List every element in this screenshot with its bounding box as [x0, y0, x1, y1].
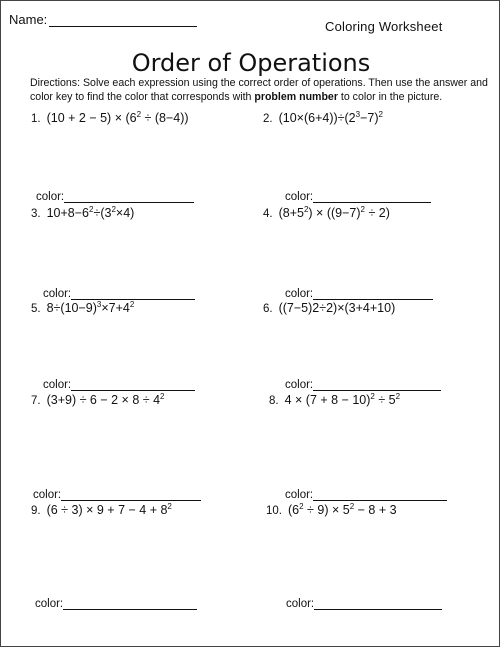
- exponent: 2: [111, 204, 116, 214]
- color-blank-line[interactable]: [64, 192, 194, 203]
- color-answer-3[interactable]: [43, 288, 195, 300]
- color-blank-line[interactable]: [71, 289, 195, 300]
- expression-text: (6: [288, 503, 300, 517]
- problem-expression: [47, 301, 135, 315]
- name-blank-line[interactable]: [49, 14, 197, 27]
- color-answer-8[interactable]: [285, 489, 447, 501]
- exponent: 2: [349, 501, 355, 511]
- expression-text: − 8 + 3: [354, 503, 397, 517]
- exponent: 2: [303, 204, 309, 214]
- exponent: 2: [370, 391, 375, 401]
- directions-emphasis: problem number: [254, 91, 338, 103]
- problem-3: [31, 206, 134, 220]
- expression-text: 8÷(10−9): [46, 301, 97, 315]
- color-label: color:: [35, 598, 64, 610]
- color-blank-line[interactable]: [71, 380, 195, 391]
- color-answer-7[interactable]: [33, 489, 201, 501]
- problem-7: [31, 393, 165, 407]
- color-blank-line[interactable]: [63, 599, 197, 610]
- color-blank-line[interactable]: [61, 490, 201, 501]
- expression-text: (8+5: [278, 206, 304, 220]
- problem-9: [31, 503, 172, 517]
- exponent: 3: [355, 109, 361, 119]
- color-label: color:: [286, 598, 315, 610]
- problem-number: 8.: [269, 395, 279, 407]
- exponent: 2: [136, 109, 142, 119]
- problem-number: 9.: [31, 505, 41, 517]
- color-blank-line[interactable]: [314, 599, 442, 610]
- color-label: color:: [285, 489, 314, 501]
- color-answer-9[interactable]: [35, 598, 197, 610]
- problem-number: 6.: [263, 303, 273, 315]
- expression-text: ×4): [115, 206, 135, 220]
- color-blank-line[interactable]: [313, 380, 441, 391]
- exponent: 2: [129, 299, 135, 309]
- color-answer-5[interactable]: [43, 379, 195, 391]
- expression-text: ÷ 9) × 5: [303, 503, 350, 517]
- exponent: 2: [167, 501, 172, 511]
- exponent: 2: [89, 204, 94, 214]
- worksheet-type-label: Coloring Worksheet: [325, 19, 443, 34]
- color-blank-line[interactable]: [313, 490, 447, 501]
- directions-text-end: to color in the picture.: [337, 91, 443, 103]
- problem-number: 5.: [31, 303, 41, 315]
- problem-4: [263, 206, 390, 220]
- problem-10: [266, 503, 397, 517]
- directions-text: [30, 76, 490, 104]
- exponent: 2: [378, 109, 383, 119]
- color-label: color:: [43, 288, 72, 300]
- name-field[interactable]: [9, 12, 197, 27]
- problem-expression: [285, 393, 401, 407]
- color-label: color:: [36, 191, 65, 203]
- color-answer-1[interactable]: [36, 191, 194, 203]
- color-answer-2[interactable]: [285, 191, 431, 203]
- expression-text: ÷ (8−4)): [141, 111, 189, 125]
- expression-text: −7): [360, 111, 379, 125]
- problem-number: 4.: [263, 208, 273, 220]
- color-label: color:: [285, 191, 314, 203]
- problem-8: [269, 393, 400, 407]
- problem-6: [263, 301, 395, 315]
- problem-number: 10.: [266, 505, 282, 517]
- expression-text: ÷(3: [93, 206, 112, 220]
- page-title: Order of Operations: [131, 49, 371, 77]
- color-blank-line[interactable]: [313, 192, 431, 203]
- color-label: color:: [33, 489, 62, 501]
- exponent: 3: [96, 299, 102, 309]
- problem-1: [31, 111, 189, 125]
- expression-text: ) × ((9−7): [308, 206, 361, 220]
- problem-expression: [279, 111, 383, 125]
- problem-expression: [288, 503, 397, 517]
- exponent: 2: [395, 391, 401, 401]
- problem-expression: [47, 206, 135, 220]
- exponent: 2: [299, 501, 304, 511]
- problem-expression: [47, 111, 189, 125]
- exponent: 2: [360, 204, 365, 214]
- exponent: 2: [160, 391, 165, 401]
- expression-text: (3+9) ÷ 6 − 2 × 8 ÷ 4: [46, 393, 161, 407]
- expression-text: ÷ 2): [364, 206, 390, 220]
- problem-number: 1.: [31, 113, 41, 125]
- color-blank-line[interactable]: [313, 289, 433, 300]
- expression-text: (10×(6+4))÷(2: [278, 111, 356, 125]
- expression-text: 4 × (7 + 8 − 10): [284, 393, 371, 407]
- expression-text: ×7+4: [101, 301, 130, 315]
- expression-text: ((7−5)2÷2)×(3+4+10): [278, 301, 396, 315]
- color-answer-4[interactable]: [285, 288, 433, 300]
- problem-expression: [47, 503, 172, 517]
- expression-text: ÷ 5: [374, 393, 396, 407]
- expression-text: (10 + 2 − 5) × (6: [46, 111, 137, 125]
- problem-number: 2.: [263, 113, 273, 125]
- problem-5: [31, 301, 134, 315]
- color-label: color:: [43, 379, 72, 391]
- color-label: color:: [285, 379, 314, 391]
- expression-text: 10+8−6: [46, 206, 90, 220]
- expression-text: (6 ÷ 3) × 9 + 7 − 4 + 8: [46, 503, 168, 517]
- color-answer-10[interactable]: [286, 598, 442, 610]
- color-answer-6[interactable]: [285, 379, 441, 391]
- problem-expression: [279, 301, 396, 315]
- problem-number: 7.: [31, 395, 41, 407]
- name-label: Name:: [9, 12, 48, 27]
- color-label: color:: [285, 288, 314, 300]
- problem-expression: [47, 393, 165, 407]
- problem-expression: [279, 206, 390, 220]
- problem-number: 3.: [31, 208, 41, 220]
- directions-text-start: Directions: Solve each expression using the correct order of operations. Then use the answer and color key to find the color that corresponds with: [30, 77, 488, 103]
- problem-2: [263, 111, 383, 125]
